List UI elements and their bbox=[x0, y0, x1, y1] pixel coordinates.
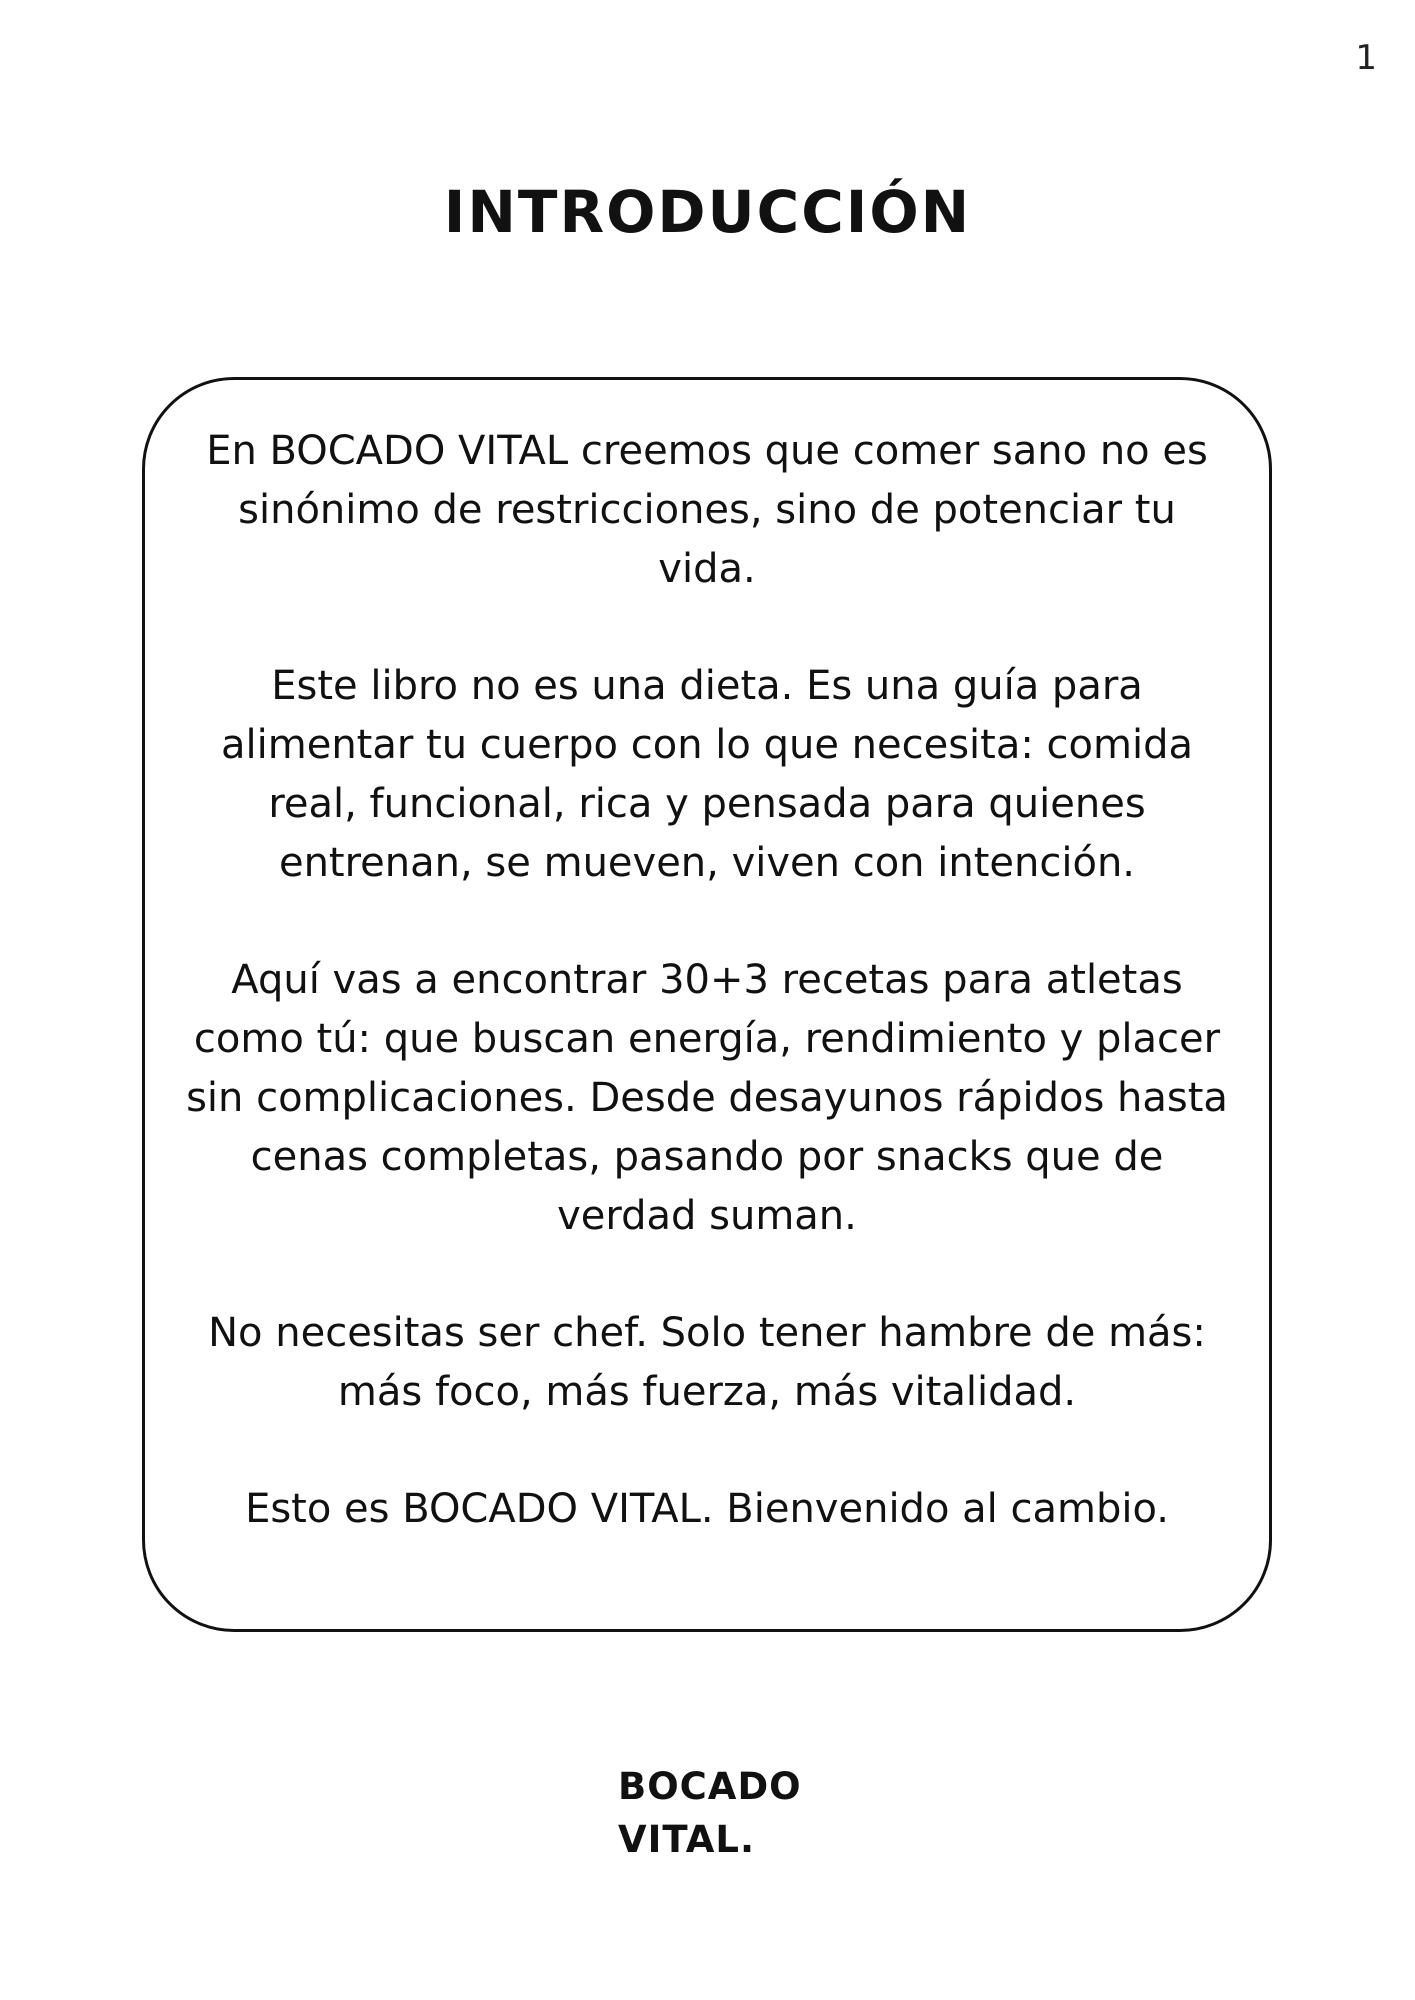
intro-paragraph-3: Aquí vas a encontrar 30+3 recetas para atletas como tú: que buscan energía, rendimiento y placer sin complicaciones. Desde desayunos rápidos hasta cenas completas, pasando por snacks que de verdad suman. bbox=[186, 957, 1228, 1239]
intro-paragraph-1: En BOCADO VITAL creemos que comer sano no es sinónimo de restricciones, sino de potenciar tu vida. bbox=[206, 428, 1208, 592]
intro-paragraph-5: Esto es BOCADO VITAL. Bienvenido al cambio. bbox=[245, 1486, 1169, 1532]
brand-logo bbox=[618, 1760, 802, 1866]
brand-logo-line-2: VITAL. bbox=[618, 1818, 756, 1861]
page-number: 1 bbox=[1355, 38, 1377, 78]
intro-text-box bbox=[142, 377, 1272, 1632]
page-title: INTRODUCCIÓN bbox=[443, 178, 972, 246]
intro-paragraph-4: No necesitas ser chef. Solo tener hambre de más: más foco, más fuerza, más vitalidad. bbox=[208, 1310, 1206, 1415]
brand-logo-line-1: BOCADO bbox=[618, 1765, 802, 1808]
intro-paragraph-2: Este libro no es una dieta. Es una guía para alimentar tu cuerpo con lo que necesita: comida real, funcional, rica y pensada para quienes entrenan, se mueven, viven con intención. bbox=[221, 663, 1193, 886]
